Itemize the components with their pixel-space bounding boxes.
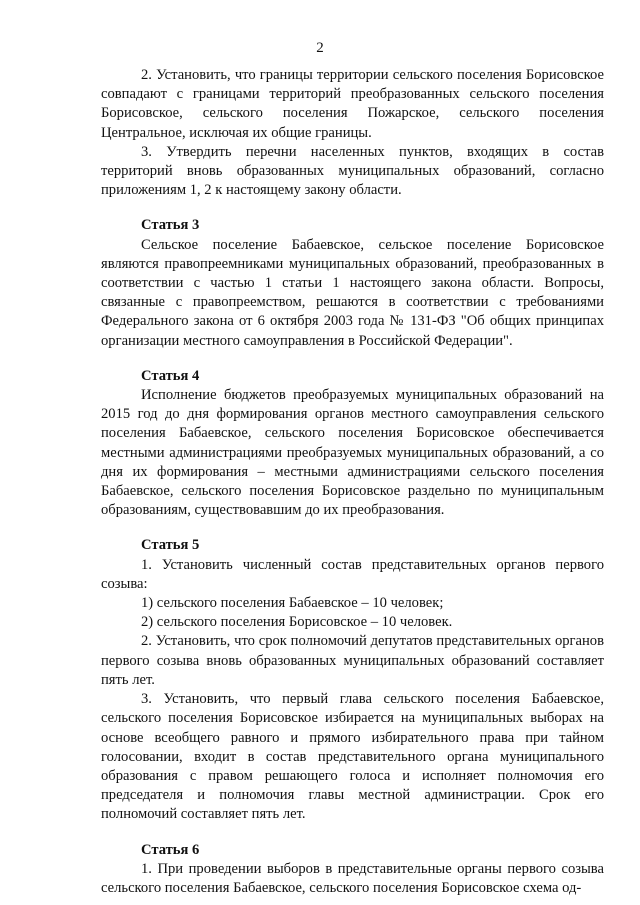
article-4-paragraph: Исполнение бюджетов преобразуемых муниципальных образований на 2015 год до дня формирования органов местного самоуправления сельского поселения Бабаевское, сельского поселения Борисовское обеспечивается местными администрациями преобразуемых муниципальных образований, а со дня их формирования – местными администрациями сельского поселения Бабаевское, сельского поселения Борисовское раздельно по муниципальным образованиям, существовавшим до их преобразования.: [101, 387, 604, 519]
spacer: [101, 825, 604, 841]
article-5-heading: Статья 5: [141, 537, 200, 554]
article-6-heading: Статья 6: [141, 841, 200, 858]
article-3-paragraph: Сельское поселение Бабаевское, сельское поселение Борисовское являются правопреемниками муниципальных образований, преобразованных в соответствии с частью 1 статьи 1 настоящего закона области. Вопросы, связанные с правопреемством, решаются в соответствии с требованиями Федерального закона от 6 октября 2003 года № 131-ФЗ "Об общих принципах организации местного самоуправления в Российской Федерации".: [101, 236, 604, 349]
paragraph-3-settlement-lists: 3. Утвердить перечни населенных пунктов, входящих в состав территорий вновь образованных муниципальных образований, согласно приложениям 1, 2 к настоящему закону области.: [101, 143, 604, 199]
spacer: [101, 520, 604, 536]
article-5-list-item-1: 1) сельского поселения Бабаевское – 10 человек;: [141, 595, 444, 612]
document-body: [101, 66, 604, 898]
article-4-heading: Статья 4: [141, 367, 200, 384]
article-3-heading: Статья 3: [141, 217, 200, 234]
article-5-paragraph-2: 2. Установить, что срок полномочий депутатов представительных органов первого созыва вновь образованных муниципальных образований составляет пять лет.: [101, 633, 604, 688]
article-5-list-item-2: 2) сельского поселения Борисовское – 10 человек.: [141, 614, 453, 631]
spacer: [101, 200, 604, 216]
article-6-paragraph-1: 1. При проведении выборов в представительные органы первого созыва сельского поселения Бабаевское, сельского поселения Борисовское схема од-: [101, 860, 604, 896]
article-5-paragraph-3: 3. Установить, что первый глава сельского поселения Бабаевское, сельского поселения Борисовское избирается на муниципальных выборах на основе всеобщего равного и прямого избирательного права при тайном голосовании, входит в состав представительного органа муниципального образования с правом решающего голоса и исполняет полномочия его председателя и полномочия главы местной администрации. Срок его полномочий составляет пять лет.: [101, 691, 604, 823]
page-number: 2: [316, 40, 324, 56]
article-5-paragraph-1: 1. Установить численный состав представительных органов первого созыва:: [101, 556, 604, 592]
spacer: [101, 351, 604, 367]
paragraph-2-boundaries: 2. Установить, что границы территории сельского поселения Борисовское совпадают с границами территорий преобразованных сельского поселения Борисовское, сельского поселения Пожарское, сельского поселения Центральное, исключая их общие границы.: [101, 67, 604, 141]
